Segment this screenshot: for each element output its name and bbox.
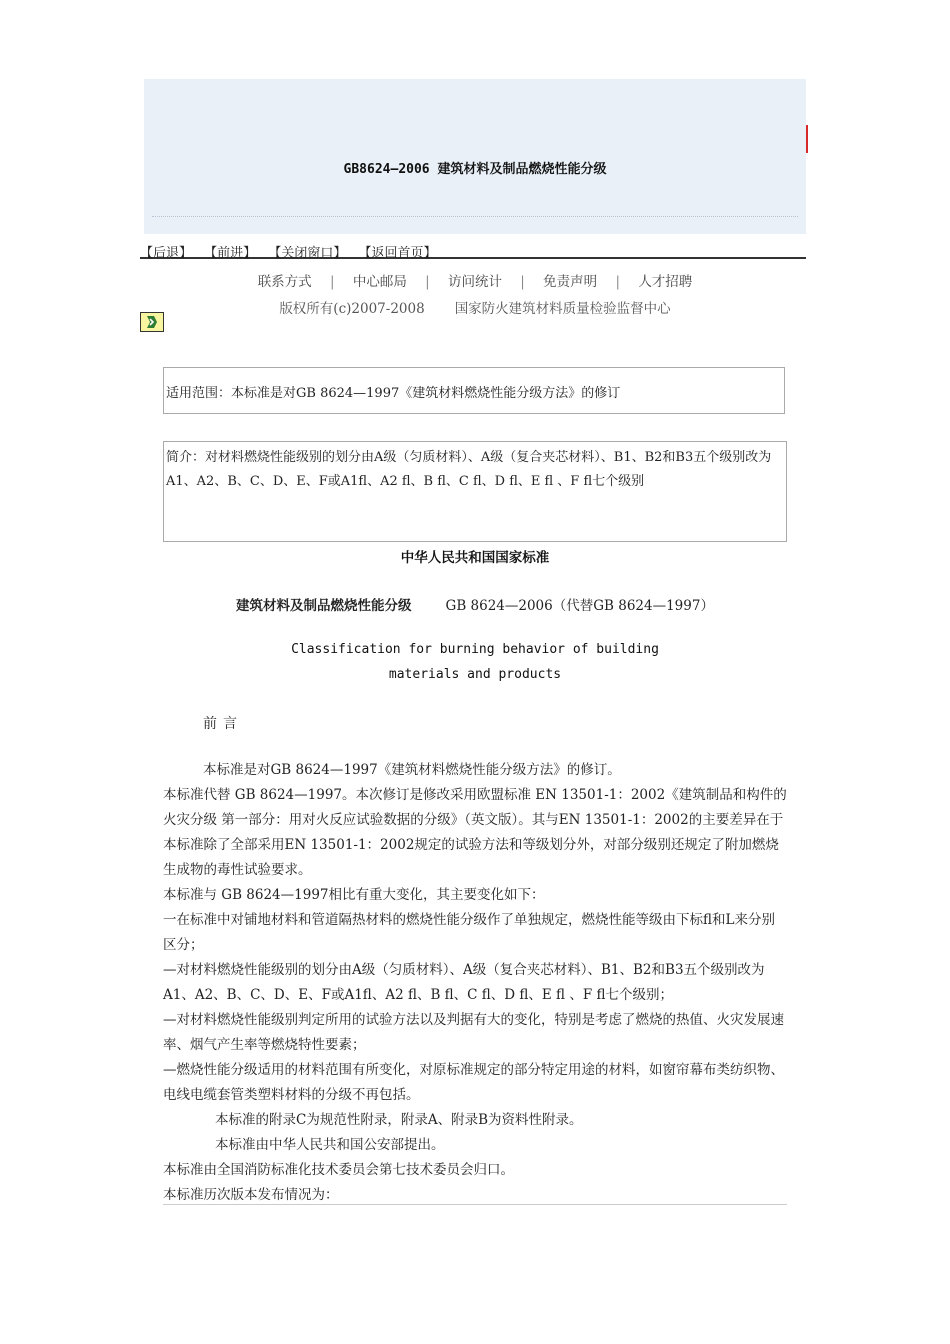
bottom-divider bbox=[163, 1204, 787, 1205]
link-separator: | bbox=[425, 274, 430, 290]
footer-links bbox=[0, 270, 950, 290]
back-link[interactable]: 【后退】 bbox=[140, 246, 193, 261]
paragraph: 本标准与 GB 8624—1997相比有重大变化，其主要变化如下： bbox=[163, 887, 545, 903]
intro-text: 简介：对材料燃烧性能级别的划分由A级（匀质材料）、A级（复合夹芯材料）、B1、B2和B3五个级别改为A1、A2、B、C、D、E、F或A1fl、A2 fl、B fl、C fl、D fl、E fl 、F fl七个级别 bbox=[166, 450, 772, 489]
forward-link[interactable]: 【前进】 bbox=[204, 246, 257, 261]
contact-link[interactable]: 联系方式 bbox=[257, 274, 312, 290]
english-title-line2: materials and products bbox=[388, 667, 562, 682]
paragraph: —对材料燃烧性能级别判定所用的试验方法以及判据有大的变化，特别是考虑了燃烧的热值、火灾发展速率、烟气产生率等燃烧特性要素； bbox=[163, 1012, 784, 1053]
stats-link[interactable]: 访问统计 bbox=[448, 274, 502, 290]
paragraph: 本标准由全国消防标准化技术委员会第七技术委员会归口。 bbox=[163, 1162, 514, 1178]
link-separator: | bbox=[329, 274, 335, 290]
national-standard-heading: 中华人民共和国国家标准 bbox=[400, 550, 550, 566]
preface-heading: 前言 bbox=[203, 716, 243, 732]
page-title: GB8624—2006 建筑材料及制品燃烧性能分级 bbox=[343, 162, 607, 177]
disclaimer-link[interactable]: 免责声明 bbox=[543, 274, 598, 290]
nav-bar bbox=[140, 242, 806, 259]
copyright-text: 版权所有(c)2007-2008 bbox=[279, 301, 425, 317]
arrow-badge-icon[interactable] bbox=[140, 312, 164, 332]
paragraph: 本标准是对GB 8624—1997《建筑材料燃烧性能分级方法》的修订。 bbox=[203, 762, 621, 778]
mail-link[interactable]: 中心邮局 bbox=[352, 274, 407, 290]
home-link[interactable]: 【返回首页】 bbox=[358, 246, 437, 261]
intro-box bbox=[163, 441, 787, 542]
paragraph: —对材料燃烧性能级别的划分由A级（匀质材料）、A级（复合夹芯材料）、B1、B2和B3五个级别改为A1、A2、B、C、D、E、F或A1fl、A2 fl、B fl、C fl、D fl、E fl 、F fl七个级别； bbox=[163, 962, 765, 1003]
standard-name: 建筑材料及制品燃烧性能分级 bbox=[236, 598, 412, 614]
standard-line bbox=[0, 594, 950, 614]
careers-link[interactable]: 人才招聘 bbox=[638, 274, 693, 290]
link-separator: | bbox=[520, 274, 525, 290]
link-separator: | bbox=[615, 274, 621, 290]
scope-text: 适用范围：本标准是对GB 8624—1997《建筑材料燃烧性能分级方法》的修订 bbox=[166, 386, 621, 401]
title-banner bbox=[144, 79, 806, 234]
arrow-badge-icon-graphic bbox=[141, 313, 163, 331]
document-body bbox=[163, 758, 787, 1208]
dotted-divider bbox=[152, 216, 798, 217]
paragraph: 本标准的附录C为规范性附录，附录A、附录B为资料性附录。 bbox=[215, 1112, 583, 1128]
paragraph: 本标准代替 GB 8624—1997。本次修订是修改采用欧盟标准 EN 13501-1：2002《建筑制品和构件的火灾分级 第一部分：用对火反应试验数据的分级》（英文版）。其与EN 13501-1：2002的主要差异在于本标准除了全部采用EN 13501-1：2002规定的试验方法和等级划分外，对部分级别还规定了附加燃烧生成物的毒性试验要求。 bbox=[163, 787, 787, 878]
close-window-link[interactable]: 【关闭窗口】 bbox=[268, 246, 347, 261]
paragraph: 本标准历次版本发布情况为： bbox=[163, 1187, 339, 1203]
english-title-line1: Classification for burning behavior of building bbox=[291, 642, 659, 657]
org-name: 国家防火建筑材料质量检验监督中心 bbox=[454, 301, 671, 317]
paragraph: 一在标准中对铺地材料和管道隔热材料的燃烧性能分级作了单独规定，燃烧性能等级由下标fl和L来分别区分； bbox=[163, 912, 775, 953]
red-marker bbox=[806, 125, 808, 153]
paragraph: 本标准由中华人民共和国公安部提出。 bbox=[215, 1137, 445, 1153]
scope-box bbox=[163, 367, 785, 414]
paragraph: —燃烧性能分级适用的材料范围有所变化，对原标准规定的部分特定用途的材料，如窗帘幕布类纺织物、电线电缆套管类塑料材料的分级不再包括。 bbox=[163, 1062, 784, 1103]
standard-code: GB 8624—2006（代替GB 8624—1997） bbox=[445, 598, 714, 614]
